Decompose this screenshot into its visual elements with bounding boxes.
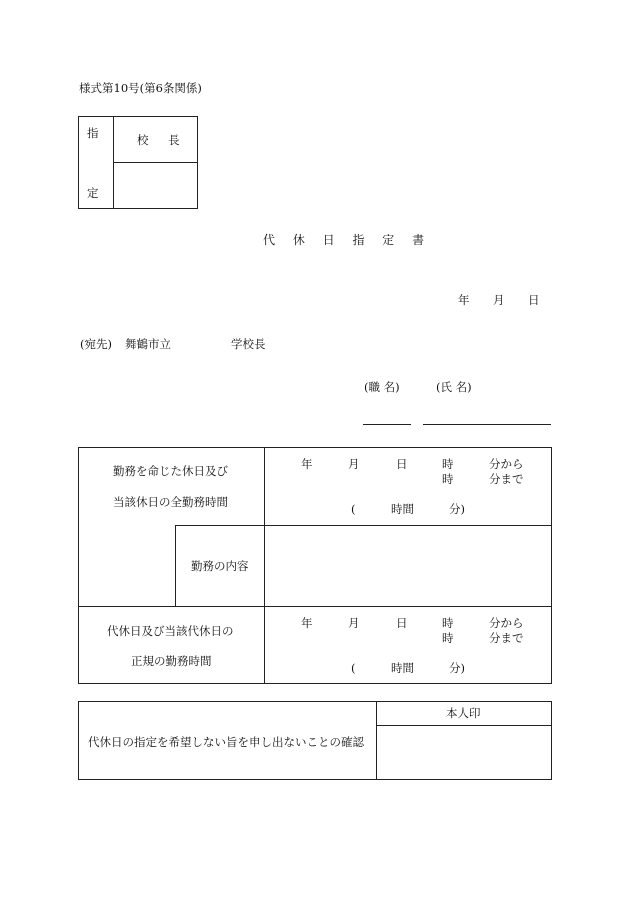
signer-name-line[interactable] [423, 424, 551, 425]
principal-label: 校 長 [137, 133, 188, 147]
addressee-suffix: 学校長 [231, 337, 266, 351]
row3-paren-open: ( [351, 661, 356, 675]
date-day-label: 日 [528, 293, 540, 307]
row1-min-from: 分から [489, 457, 524, 471]
row1-hours-label: 時間 [391, 502, 414, 516]
row1-min-to: 分まで [489, 472, 524, 486]
row3-hour-to: 時 [442, 631, 454, 645]
substitute-holiday-label-line1: 代休日及び当該代休日の [107, 624, 234, 638]
seal-header: 本人印 [446, 706, 481, 720]
work-content-field[interactable] [265, 526, 551, 606]
addressee-city: 舞鶴市立 [125, 337, 171, 351]
row1-month: 月 [348, 457, 360, 471]
designation-label-bottom: 定 [87, 186, 99, 200]
row3-year: 年 [301, 616, 313, 630]
row3-day: 日 [396, 616, 408, 630]
row1-minutes-label: 分) [449, 502, 465, 516]
document-title: 代 休 日 指 定 書 [263, 233, 432, 247]
date-month-label: 月 [493, 293, 505, 307]
designation-label-top: 指 [87, 126, 99, 140]
signer-position-line[interactable] [363, 424, 411, 425]
personal-seal-area[interactable] [377, 726, 551, 779]
addressee-prefix: (宛先) [80, 337, 112, 351]
row3-min-to: 分まで [489, 631, 524, 645]
row1-hour-from: 時 [442, 457, 454, 471]
table1-row2-divider [78, 606, 552, 607]
signer-position-label: (職 名) [364, 380, 400, 394]
row3-hour-from: 時 [442, 616, 454, 630]
confirmation-label: 代休日の指定を希望しない旨を申し出ないことの確認 [88, 735, 364, 749]
work-content-label: 勤務の内容 [191, 559, 249, 573]
row1-paren-open: ( [351, 502, 356, 516]
date-year-label: 年 [458, 293, 470, 307]
signer-name-label: (氏 名) [436, 380, 472, 394]
row1-day: 日 [396, 457, 408, 471]
row3-min-from: 分から [489, 616, 524, 630]
row3-month: 月 [348, 616, 360, 630]
holiday-work-label-line1: 勤務を命じた休日及び [113, 464, 228, 478]
form-number: 様式第10号(第6条関係) [79, 81, 202, 95]
row1-hour-to: 時 [442, 472, 454, 486]
row3-hours-label: 時間 [391, 661, 414, 675]
row3-minutes-label: 分) [449, 661, 465, 675]
row1-year: 年 [301, 457, 313, 471]
table1-row2-inner-divider [175, 525, 176, 607]
principal-seal-area[interactable] [114, 163, 197, 208]
holiday-work-label-line2: 当該休日の全勤務時間 [113, 495, 228, 509]
substitute-holiday-label-line2: 正規の勤務時間 [131, 654, 212, 668]
